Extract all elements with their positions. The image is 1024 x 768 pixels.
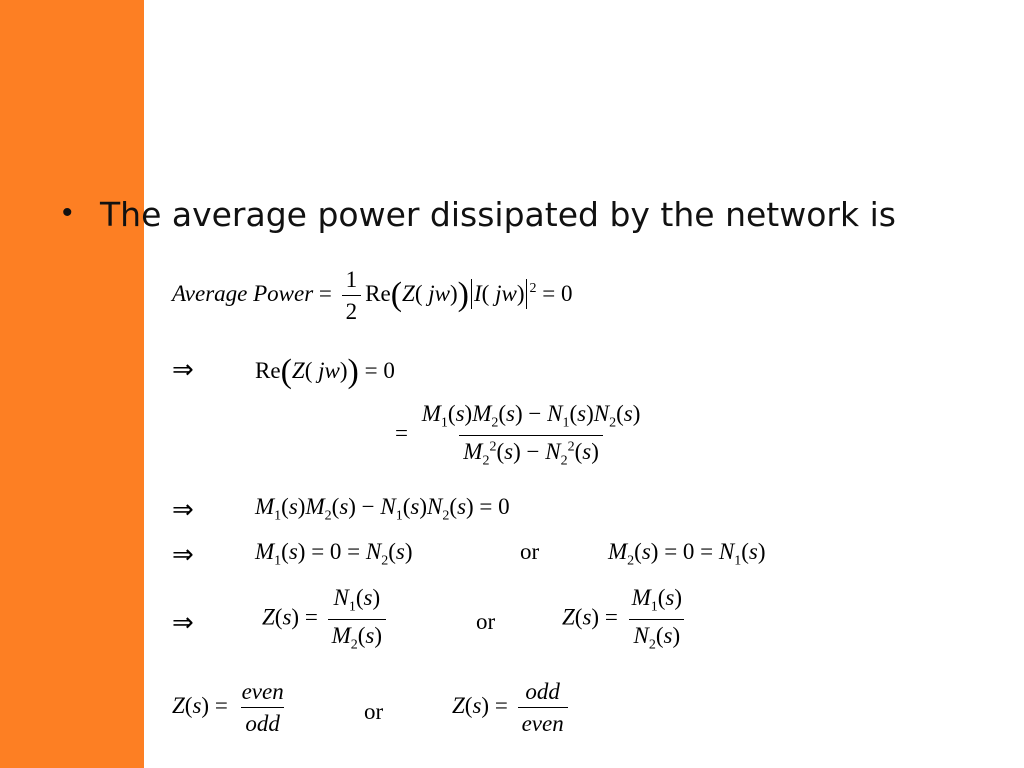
bullet-icon: • (62, 196, 73, 229)
equation-m1-n2: $M_1(s) = 0 = N_2(s)$ (255, 539, 413, 569)
equation-re-z: Re(Z( jw)) = 0 (255, 353, 395, 390)
equation-z-n1-m2: Z(s) = $\frac{N_1(s)}{M_2(s)}$ (262, 586, 390, 652)
equation-m2-n1: $M_2(s) = 0 = N_1(s)$ (608, 539, 766, 569)
bullet-text: The average power dissipated by the network is (100, 195, 896, 234)
or-label: or (520, 539, 540, 564)
equation-z-m1-n2: Z(s) = $\frac{M_1(s)}{N_2(s)}$ (562, 586, 690, 652)
implies-icon: ⇒ (172, 608, 194, 637)
equation-fraction: = $\frac{M_1(s)M_2(s) - N_1(s)N_2(s)}{M_2^2(s) - N_2^2(s)}$ (395, 401, 641, 469)
even-label: even (241, 679, 284, 704)
implies-icon: ⇒ (172, 495, 194, 524)
odd-label: odd (245, 711, 280, 736)
implies-icon: ⇒ (172, 355, 194, 384)
orange-sidebar (0, 0, 144, 768)
equation-product: $M_1(s)M_2(s) - N_1(s)N_2(s) = 0$ (255, 494, 510, 524)
eq-lhs: Average Power (172, 280, 314, 306)
equation-average-power: Average Power = $\frac{1}{2}$ Re(Z( jw)) I( jw) $^2$ = 0 (172, 267, 573, 324)
or-label: or (364, 699, 384, 724)
even-label: even (521, 711, 564, 736)
equation-z-odd-even: Z(s) = $\frac{\text{odd}}{\text{even}}$ (452, 680, 572, 735)
or-label: or (476, 609, 496, 634)
odd-label: odd (525, 679, 560, 704)
equation-z-even-odd: Z(s) = $\frac{\text{even}}{\text{odd}}$ (172, 679, 284, 736)
implies-icon: ⇒ (172, 540, 194, 569)
